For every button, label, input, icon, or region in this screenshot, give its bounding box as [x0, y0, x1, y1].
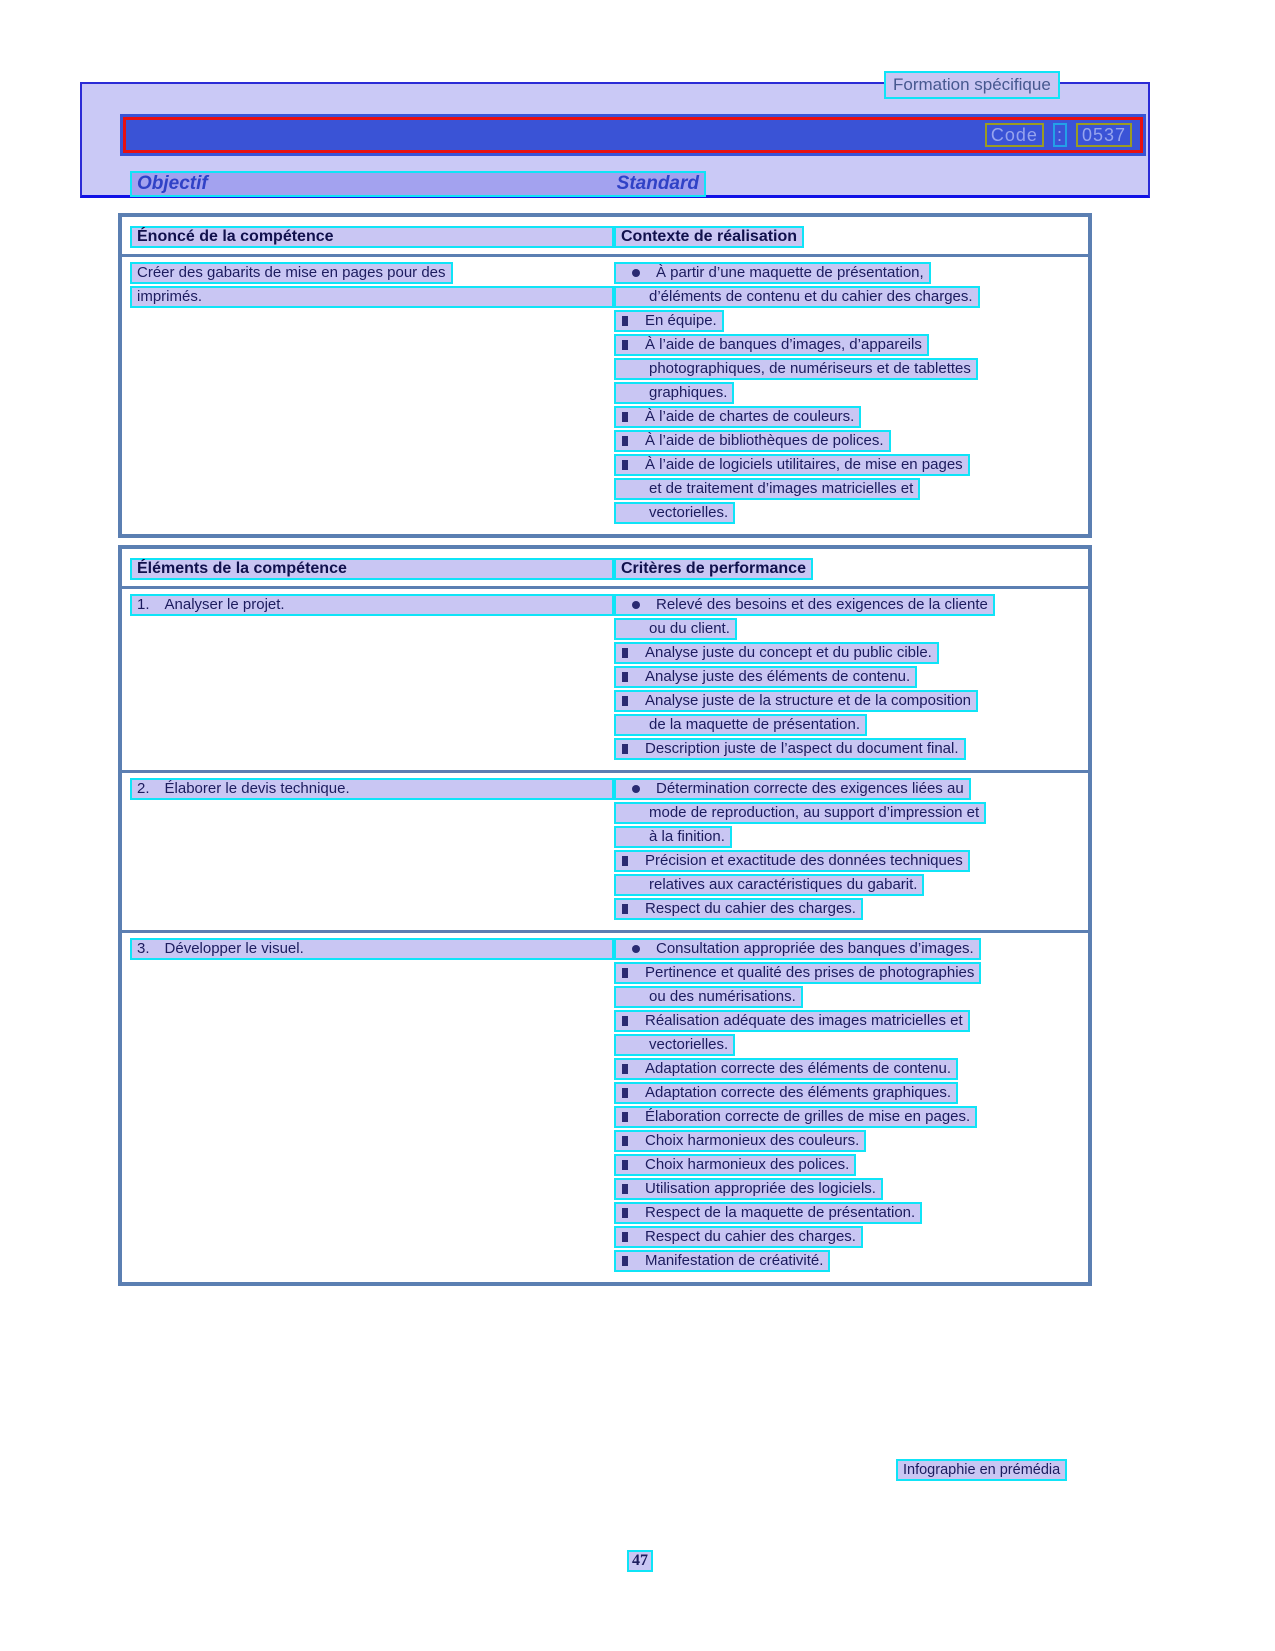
table-header-right — [614, 226, 804, 248]
bullet-text: Adaptation correcte des éléments graphiques. — [645, 1084, 952, 1101]
bullet-item — [614, 778, 971, 800]
statement-cell — [122, 262, 614, 526]
bullet-text: vectorielles. — [649, 504, 729, 521]
bullet-icon — [622, 1160, 628, 1170]
bullet-item-continuation — [614, 1034, 735, 1056]
bullet-item — [614, 738, 966, 760]
bullet-text: Utilisation appropriée des logiciels. — [645, 1180, 876, 1197]
code-banner-inner — [123, 117, 1143, 153]
bullet-item — [614, 1010, 970, 1032]
bullet-item-continuation — [614, 502, 735, 524]
bullet-item — [614, 690, 978, 712]
bullet-item — [614, 1058, 958, 1080]
bullet-item — [614, 406, 861, 428]
bullet-item — [614, 1154, 856, 1176]
code-value: 0537 — [1076, 123, 1132, 147]
bullet-icon — [622, 1208, 628, 1218]
element-label-line — [130, 938, 614, 960]
bullet-icon — [622, 968, 628, 978]
header-cell-left — [122, 226, 614, 248]
bullet-text: Analyse juste des éléments de contenu. — [645, 668, 911, 685]
bullet-text: Analyse juste du concept et du public cible. — [645, 644, 932, 661]
bullet-text: de la maquette de présentation. — [649, 716, 860, 733]
bullet-text: ou du client. — [649, 620, 730, 637]
criteria-cell — [614, 938, 1088, 1274]
bullet-item-continuation — [614, 826, 732, 848]
code-label: Code — [985, 123, 1044, 147]
bullet-item — [614, 1178, 883, 1200]
bullet-icon — [622, 1064, 628, 1074]
bullet-item — [614, 1226, 863, 1248]
element-label-line — [130, 594, 614, 616]
element-row — [122, 589, 1088, 770]
elements-table-header — [122, 549, 1088, 586]
element-cell — [122, 938, 614, 1274]
bullet-item — [614, 262, 931, 284]
bullet-icon — [622, 1232, 628, 1242]
bullet-text: graphiques. — [649, 384, 728, 401]
bullet-item-continuation — [614, 382, 734, 404]
bullet-text: À l’aide de logiciels utilitaires, de mise en pages — [645, 456, 963, 473]
bullet-icon — [622, 904, 628, 914]
bullet-item — [614, 1130, 866, 1152]
objectif-standard-strip — [130, 171, 706, 197]
bullet-item-continuation — [614, 874, 924, 896]
criteria-cell — [614, 778, 1088, 922]
bullet-text: Adaptation correcte des éléments de contenu. — [645, 1060, 952, 1077]
bullet-text: Respect du cahier des charges. — [645, 900, 856, 917]
elements-table — [118, 545, 1092, 1286]
table-header-right — [614, 558, 813, 580]
element-cell — [122, 778, 614, 922]
element-number: 1. — [137, 596, 150, 613]
bullet-icon — [622, 672, 628, 682]
statement-text: Créer des gabarits de mise en pages pour des — [137, 264, 446, 281]
element-number: 2. — [137, 780, 150, 797]
bullet-icon — [632, 785, 640, 793]
bullet-item — [614, 898, 863, 920]
bullet-item — [614, 310, 724, 332]
competence-table — [118, 213, 1092, 538]
footer-program-label: Infographie en prémédia — [896, 1459, 1067, 1481]
bullet-icon — [622, 1136, 628, 1146]
bullet-text: Pertinence et qualité des prises de photographies — [645, 964, 975, 981]
bullet-icon — [632, 269, 640, 277]
element-label: Élaborer le devis technique. — [164, 780, 350, 797]
bullet-text: Élaboration correcte de grilles de mise en pages. — [645, 1108, 971, 1125]
table-header-left — [130, 226, 614, 248]
bullet-item — [614, 1082, 958, 1104]
bullet-icon — [632, 945, 640, 953]
bullet-text: Relevé des besoins et des exigences de la cliente — [656, 596, 988, 613]
bullet-icon — [622, 412, 628, 422]
bullet-text: Choix harmonieux des polices. — [645, 1156, 850, 1173]
element-row — [122, 773, 1088, 930]
bullet-text: Manifestation de créativité. — [645, 1252, 824, 1269]
bullet-item — [614, 430, 891, 452]
statement-line — [130, 262, 453, 284]
statement-line — [130, 286, 614, 308]
bullet-icon — [622, 1112, 628, 1122]
bullet-text: Respect du cahier des charges. — [645, 1228, 856, 1245]
bullet-text: À l’aide de banques d’images, d’appareils — [645, 336, 922, 353]
bullet-text: vectorielles. — [649, 1036, 729, 1053]
bullet-text: relatives aux caractéristiques du gabarit. — [649, 876, 918, 893]
bullet-icon — [632, 601, 640, 609]
bullet-text: d’éléments de contenu et du cahier des charges. — [649, 288, 973, 305]
bullet-text: À partir d’une maquette de présentation, — [656, 264, 924, 281]
header-right-text: Contexte de réalisation — [621, 228, 798, 245]
page-number: 47 — [627, 1550, 653, 1572]
bullet-item — [614, 594, 995, 616]
bullet-text: Choix harmonieux des couleurs. — [645, 1132, 860, 1149]
element-label: Développer le visuel. — [164, 940, 304, 957]
bullet-item — [614, 334, 929, 356]
bullet-item-continuation — [614, 986, 803, 1008]
bullet-item-continuation — [614, 802, 986, 824]
bullet-text: à la finition. — [649, 828, 725, 845]
element-label: Analyser le projet. — [164, 596, 285, 613]
bullet-icon — [622, 316, 628, 326]
header-cell-left — [122, 558, 614, 580]
bullet-icon — [622, 744, 628, 754]
element-cell — [122, 594, 614, 762]
element-row — [122, 933, 1088, 1282]
bullet-icon — [622, 696, 628, 706]
bullet-item — [614, 850, 970, 872]
bullet-text: À l’aide de bibliothèques de polices. — [645, 432, 884, 449]
bullet-text: Description juste de l’aspect du document final. — [645, 740, 959, 757]
bullet-text: Détermination correcte des exigences liées au — [656, 780, 964, 797]
statement-text: imprimés. — [137, 288, 203, 305]
bullet-icon — [622, 648, 628, 658]
bullet-icon — [622, 460, 628, 470]
header-left-text: Éléments de la compétence — [137, 560, 347, 577]
header-cell-right — [614, 226, 1088, 248]
context-cell — [614, 262, 1088, 526]
bullet-text: Consultation appropriée des banques d’images. — [656, 940, 974, 957]
table-header-left — [130, 558, 614, 580]
formation-specifique-label: Formation spécifique — [884, 71, 1060, 99]
bullet-item — [614, 1106, 977, 1128]
bullet-text: Précision et exactitude des données techniques — [645, 852, 963, 869]
bullet-item-continuation — [614, 286, 980, 308]
bullet-item — [614, 1250, 830, 1272]
bullet-item-continuation — [614, 618, 737, 640]
bullet-item — [614, 962, 981, 984]
code-colon: : — [1053, 123, 1067, 147]
bullet-text: À l’aide de chartes de couleurs. — [645, 408, 855, 425]
bullet-text: Respect de la maquette de présentation. — [645, 1204, 916, 1221]
bullet-icon — [622, 1184, 628, 1194]
header-cell-right — [614, 558, 1088, 580]
code-banner — [120, 114, 1146, 156]
bullet-item-continuation — [614, 714, 867, 736]
bullet-icon — [622, 1256, 628, 1266]
bullet-item-continuation — [614, 358, 978, 380]
bullet-item — [614, 454, 970, 476]
bullet-icon — [622, 340, 628, 350]
bullet-icon — [622, 1088, 628, 1098]
bullet-item — [614, 1202, 922, 1224]
bullet-text: En équipe. — [645, 312, 717, 329]
header-left-text: Énoncé de la compétence — [137, 228, 334, 245]
header-right-text: Critères de performance — [621, 560, 806, 577]
bullet-item — [614, 666, 917, 688]
competence-table-header — [122, 217, 1088, 254]
bullet-text: Réalisation adéquate des images matricielles et — [645, 1012, 963, 1029]
bullet-icon — [622, 1016, 628, 1026]
standard-label: Standard — [616, 173, 699, 194]
criteria-cell — [614, 594, 1088, 762]
objectif-label: Objectif — [137, 173, 208, 194]
bullet-text: ou des numérisations. — [649, 988, 796, 1005]
bullet-icon — [622, 436, 628, 446]
bullet-text: photographiques, de numériseurs et de tablettes — [649, 360, 971, 377]
bullet-item — [614, 642, 939, 664]
bullet-text: et de traitement d’images matricielles et — [649, 480, 914, 497]
bullet-text: mode de reproduction, au support d’impression et — [649, 804, 980, 821]
bullet-item — [614, 938, 981, 960]
bullet-icon — [622, 856, 628, 866]
bullet-text: Analyse juste de la structure et de la composition — [645, 692, 972, 709]
element-number: 3. — [137, 940, 150, 957]
competence-row — [122, 257, 1088, 534]
bullet-item-continuation — [614, 478, 920, 500]
element-label-line — [130, 778, 614, 800]
